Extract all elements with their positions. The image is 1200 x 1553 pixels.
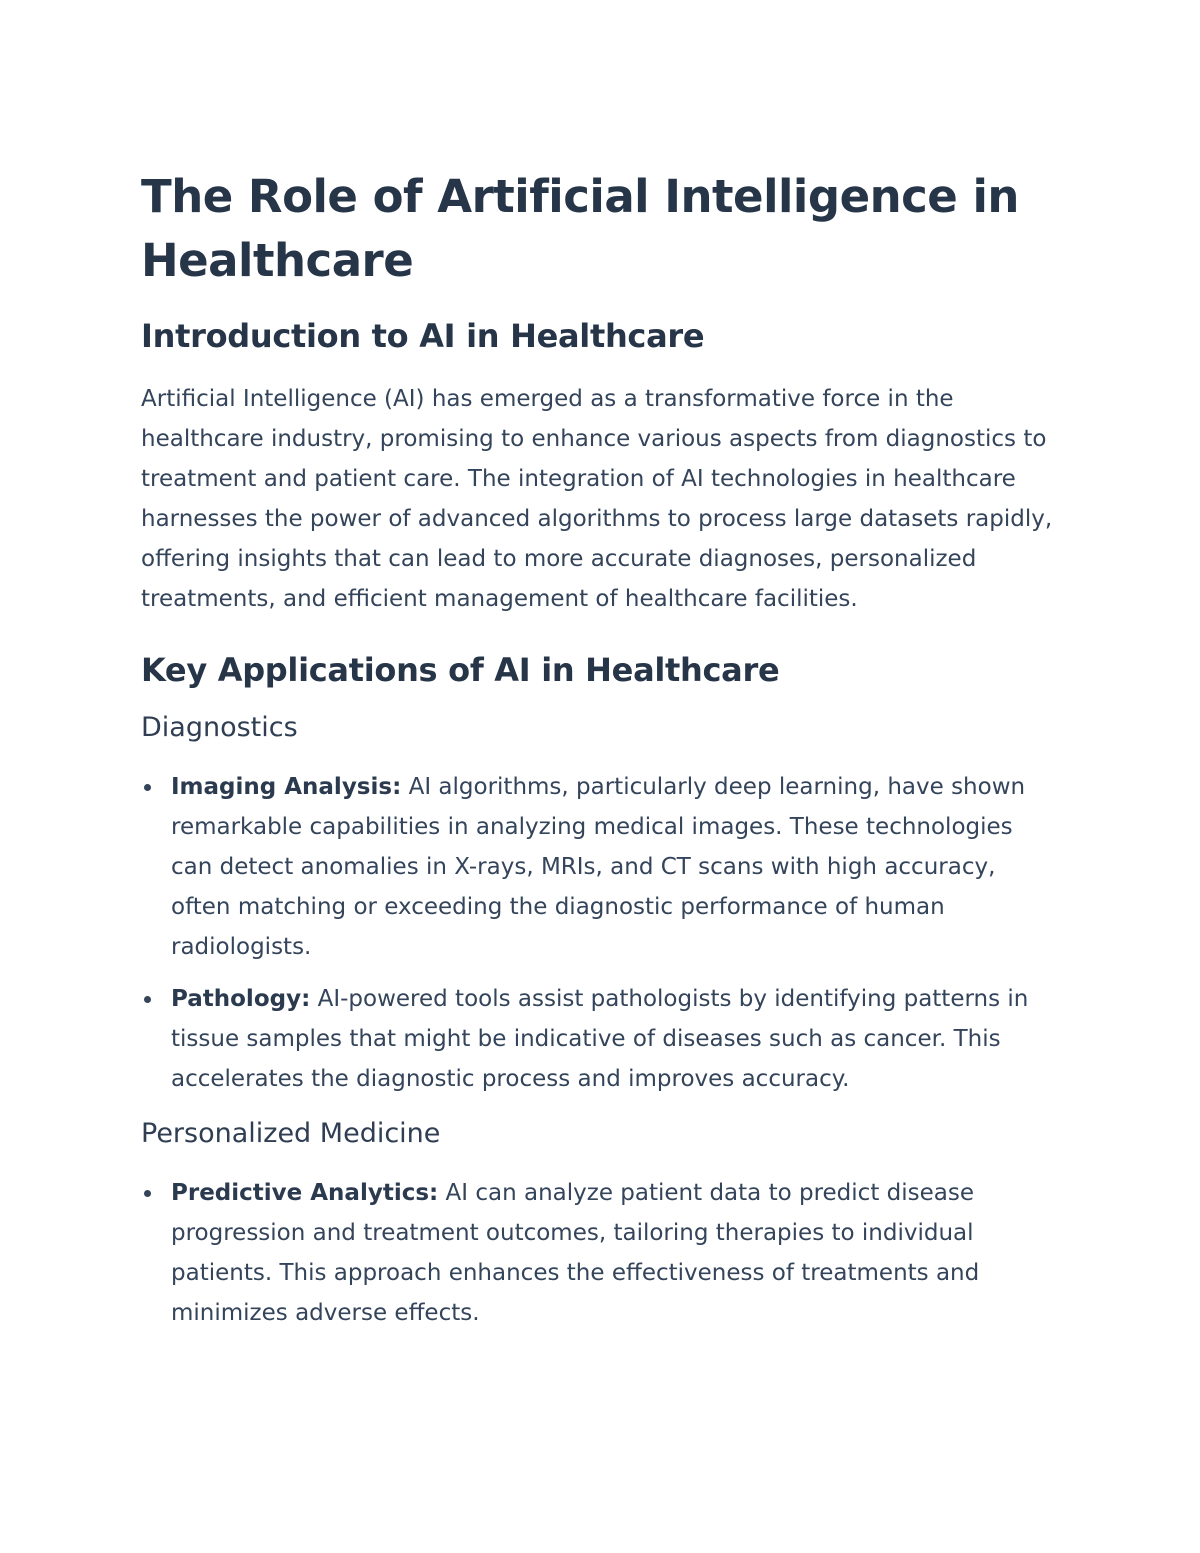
list-item-imaging-analysis xyxy=(141,767,1061,967)
personalized-medicine-list xyxy=(141,1173,1061,1333)
page-title: The Role of Artificial Intelligence in Healthcare xyxy=(141,170,1019,287)
diagnostics-list xyxy=(141,767,1061,1099)
list-item-term: Pathology: xyxy=(171,986,311,1012)
bullet-icon xyxy=(144,996,151,1003)
section-heading-key-applications: Key Applications of AI in Healthcare xyxy=(141,651,780,689)
list-item-text: AI-powered tools assist pathologists by identifying patterns in tissue samples that might be indicative of diseases such as cancer. This accelerates the diagnostic process and improves accuracy. xyxy=(171,986,1029,1092)
list-item-term: Predictive Analytics: xyxy=(171,1180,439,1206)
section-heading-introduction: Introduction to AI in Healthcare xyxy=(141,317,705,355)
document-page xyxy=(141,165,1061,1333)
list-item-predictive-analytics xyxy=(141,1173,1061,1333)
subsection-heading-personalized-medicine: Personalized Medicine xyxy=(141,1118,441,1149)
list-item-text: AI can analyze patient data to predict disease progression and treatment outcomes, tailoring therapies to individual patients. This approach enhances the effectiveness of treatments and minimizes adverse effects. xyxy=(171,1180,980,1326)
bullet-icon xyxy=(144,784,151,791)
list-item-text: AI algorithms, particularly deep learning, have shown remarkable capabilities in analyzing medical images. These technologies can detect anomalies in X-rays, MRIs, and CT scans with high accuracy, often matching or exceeding the diagnostic performance of human radiologists. xyxy=(171,774,1026,960)
list-item-term: Imaging Analysis: xyxy=(171,774,402,800)
intro-paragraph: Artificial Intelligence (AI) has emerged as a transformative force in the healthcare industry, promising to enhance various aspects from diagnostics to treatment and patient care. The integration of AI technologies in healthcare harnesses the power of advanced algorithms to process large datasets rapidly, offering insights that can lead to more accurate diagnoses, personalized treatments, and efficient management of healthcare facilities. xyxy=(141,386,1053,612)
list-item-pathology xyxy=(141,979,1061,1099)
subsection-heading-diagnostics: Diagnostics xyxy=(141,712,298,743)
bullet-icon xyxy=(144,1190,151,1197)
